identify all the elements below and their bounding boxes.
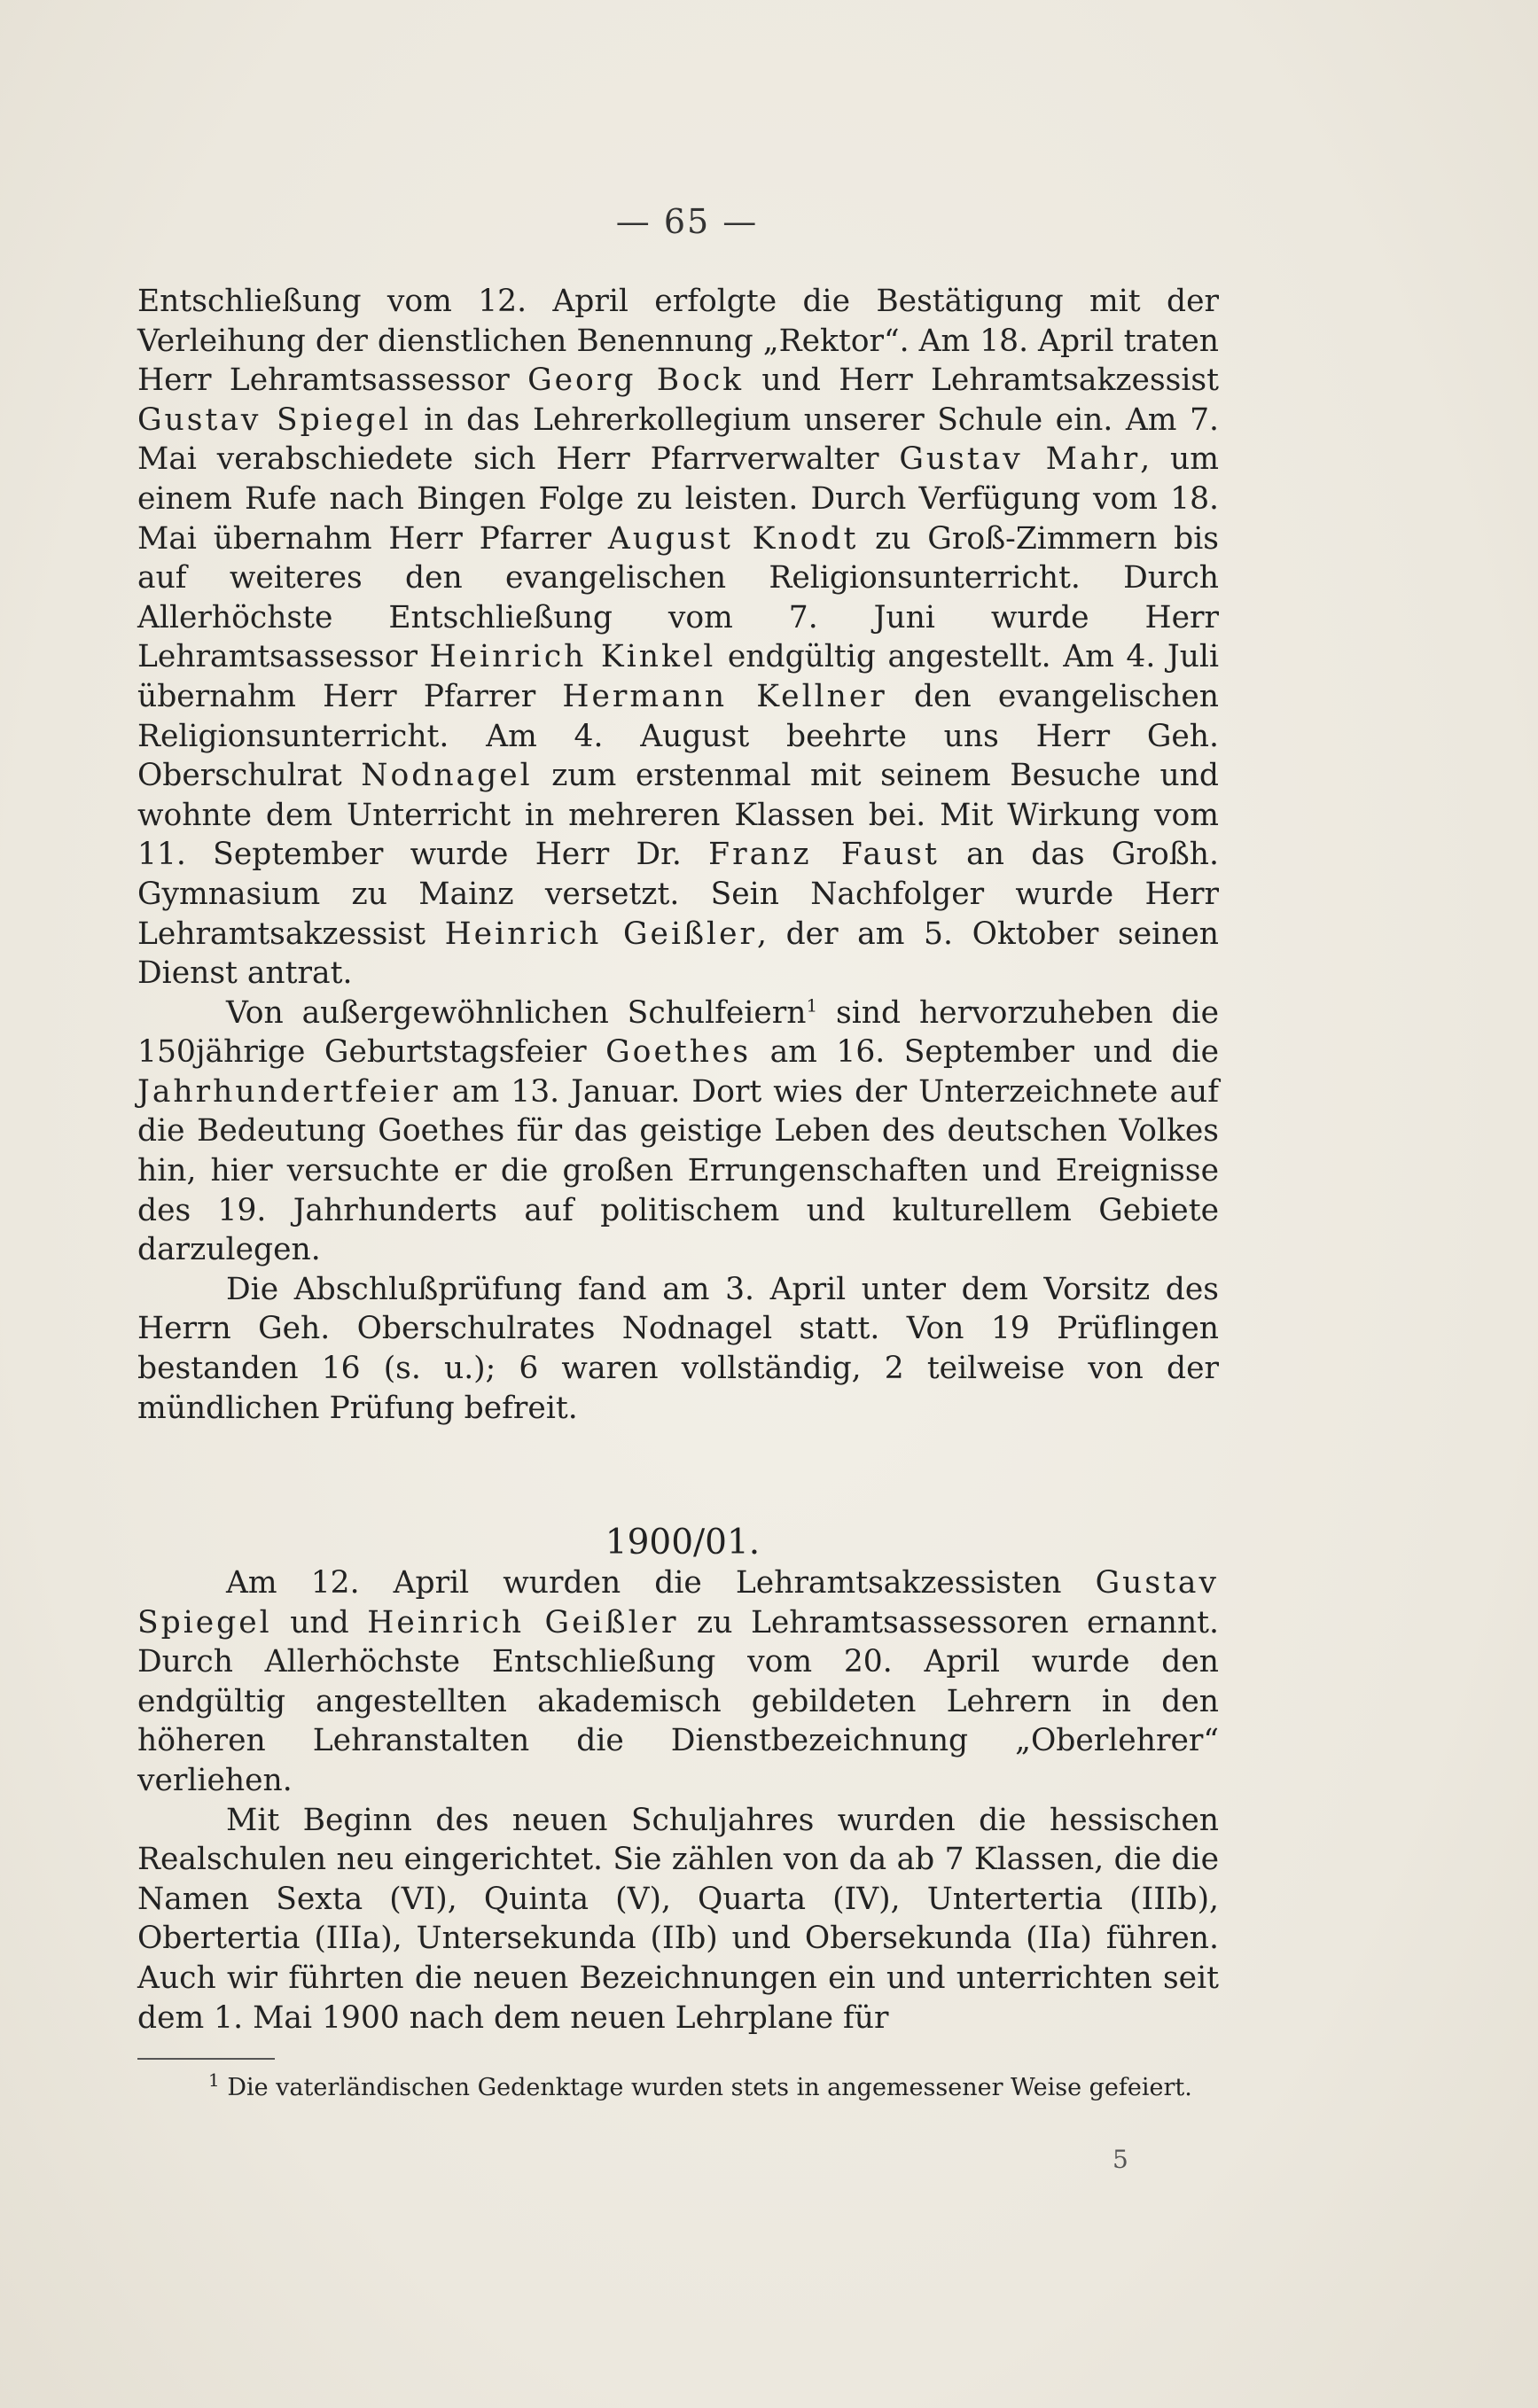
- text: und: [271, 1604, 368, 1640]
- emphasized-name: Goethes: [605, 1034, 752, 1071]
- person-name: Heinrich Geißler: [367, 1604, 679, 1640]
- person-name: Nodnagel: [361, 758, 533, 794]
- person-name: Franz Faust: [708, 837, 940, 873]
- signature-mark: 5: [1113, 2145, 1128, 2174]
- person-name: Gustav Spiegel: [137, 401, 411, 438]
- footnote-divider: [137, 2058, 275, 2060]
- person-name: August Knodt: [607, 520, 859, 557]
- paragraph-school-celebrations: [137, 994, 1219, 1270]
- person-name: Georg Bock: [527, 362, 745, 399]
- emphasized-name: Jahrhundertfeier: [137, 1073, 441, 1110]
- text: endgültig angestellt. Am 4. Juli übernahm Herr Pfarrer: [137, 639, 1219, 714]
- section-1-1899-00: [137, 282, 1219, 1428]
- footnote-text: Die vaterländischen Gedenktage wurden stets in angemessener Weise gefeiert.: [219, 2074, 1192, 2101]
- paragraph-staff-changes: [137, 282, 1219, 994]
- footnote-reference: 1: [806, 994, 818, 1017]
- text: den evangelischen Religionsunterricht. Am 4. August beehrte uns Herr Geh. Oberschulrat: [137, 678, 1219, 794]
- text: Entschließung vom 12. April erfolgte die Bestätigung mit der Verleihung der dienstlichen Benennung „Rektor“. Am 18. April traten Herr Lehramtsassessor: [137, 284, 1219, 399]
- person-name: Gustav Spiegel: [137, 1565, 1219, 1640]
- text: zu Lehramtsassessoren ernannt. Durch Allerhöchste Entschließung vom 20. April wurde den endgültig angestellten akademisch gebildeten Lehrern in den höheren Lehranstalten die Dienstbezeichnung „Oberlehrer“ verliehen.: [137, 1604, 1219, 1798]
- person-name: Gustav Mahr: [899, 441, 1141, 478]
- person-name: Hermann Kellner: [562, 678, 887, 714]
- text: , um einem Rufe nach Bingen Folge zu leisten. Durch Verfügung vom 18. Mai übernahm Herr Pfarrer: [137, 441, 1219, 557]
- text: und Herr Lehramtsakzessist: [744, 362, 1219, 399]
- text: Am 12. April wurden die Lehramtsakzessisten: [226, 1565, 1096, 1601]
- text: am 16. September und die: [751, 1034, 1219, 1071]
- text: sind hervorzuheben die 150jährige Geburtstagsfeier: [137, 994, 1219, 1071]
- text: an das Großh. Gymnasium zu Mainz versetzt. Sein Nachfolger wurde Herr Lehramtsakzessist: [137, 837, 1219, 952]
- text: , der am 5. Oktober seinen Dienst antrat.: [137, 916, 1220, 992]
- footnote: [137, 2069, 1219, 2104]
- paragraph-realschule-reform: Mit Beginn des neuen Schuljahres wurden die hessischen Realschulen neu eingerichtet. Sie zählen von da ab 7 Klassen, die die Namen Sexta (VI), Quinta (V), Quarta (IV), Untertertia (IIIb), Obertertia (IIIa), Untersekunda (IIb) und Obersekunda (IIa) führen. Auch wir führten die neuen Bezeichnungen ein und unterrichten seit dem 1. Mai 1900 nach dem neuen Lehrplane für: [137, 1802, 1219, 2036]
- paragraph-final-exam: Die Abschlußprüfung fand am 3. April unter dem Vorsitz des Herrn Geh. Oberschulrates Nodnagel statt. Von 19 Prüflingen bestanden 16 (s. u.); 6 waren vollständig, 2 teilweise von der mündlichen Prüfung befreit.: [137, 1271, 1219, 1426]
- footnote-marker: 1: [208, 2069, 220, 2091]
- section-heading-1900-01: 1900/01.: [605, 1523, 761, 1562]
- text: zu Groß-Zimmern bis auf weiteres den evangelischen Religionsunterricht. Durch Allerhöchste Entschließung vom 7. Juni wurde Herr Lehramtsassessor: [137, 520, 1219, 675]
- person-name: Heinrich Kinkel: [429, 639, 716, 675]
- text: Von außergewöhnlichen Schulfeiern: [226, 994, 807, 1031]
- page-number: — 65 —: [615, 202, 759, 241]
- text: in das Lehrerkollegium unserer Schule ein. Am 7. Mai verabschiedete sich Herr Pfarrverwalter: [137, 401, 1219, 478]
- text: am 13. Januar. Dort wies der Unterzeichnete auf die Bedeutung Goethes für das geistige Leben des deutschen Volkes hin, hier versuchte er die großen Errungenschaften und Ereignisse des 19. Jahrhunderts auf politischem und kulturellem Gebiete darzulegen.: [137, 1073, 1219, 1268]
- paragraph-appointments: [137, 1563, 1219, 1801]
- section-2-1900-01: [137, 1563, 1219, 2038]
- text: zum erstenmal mit seinem Besuche und wohnte dem Unterricht in mehreren Klassen bei. Mit Wirkung vom 11. September wurde Herr Dr.: [137, 758, 1220, 873]
- person-name: Heinrich Geißler: [444, 916, 758, 952]
